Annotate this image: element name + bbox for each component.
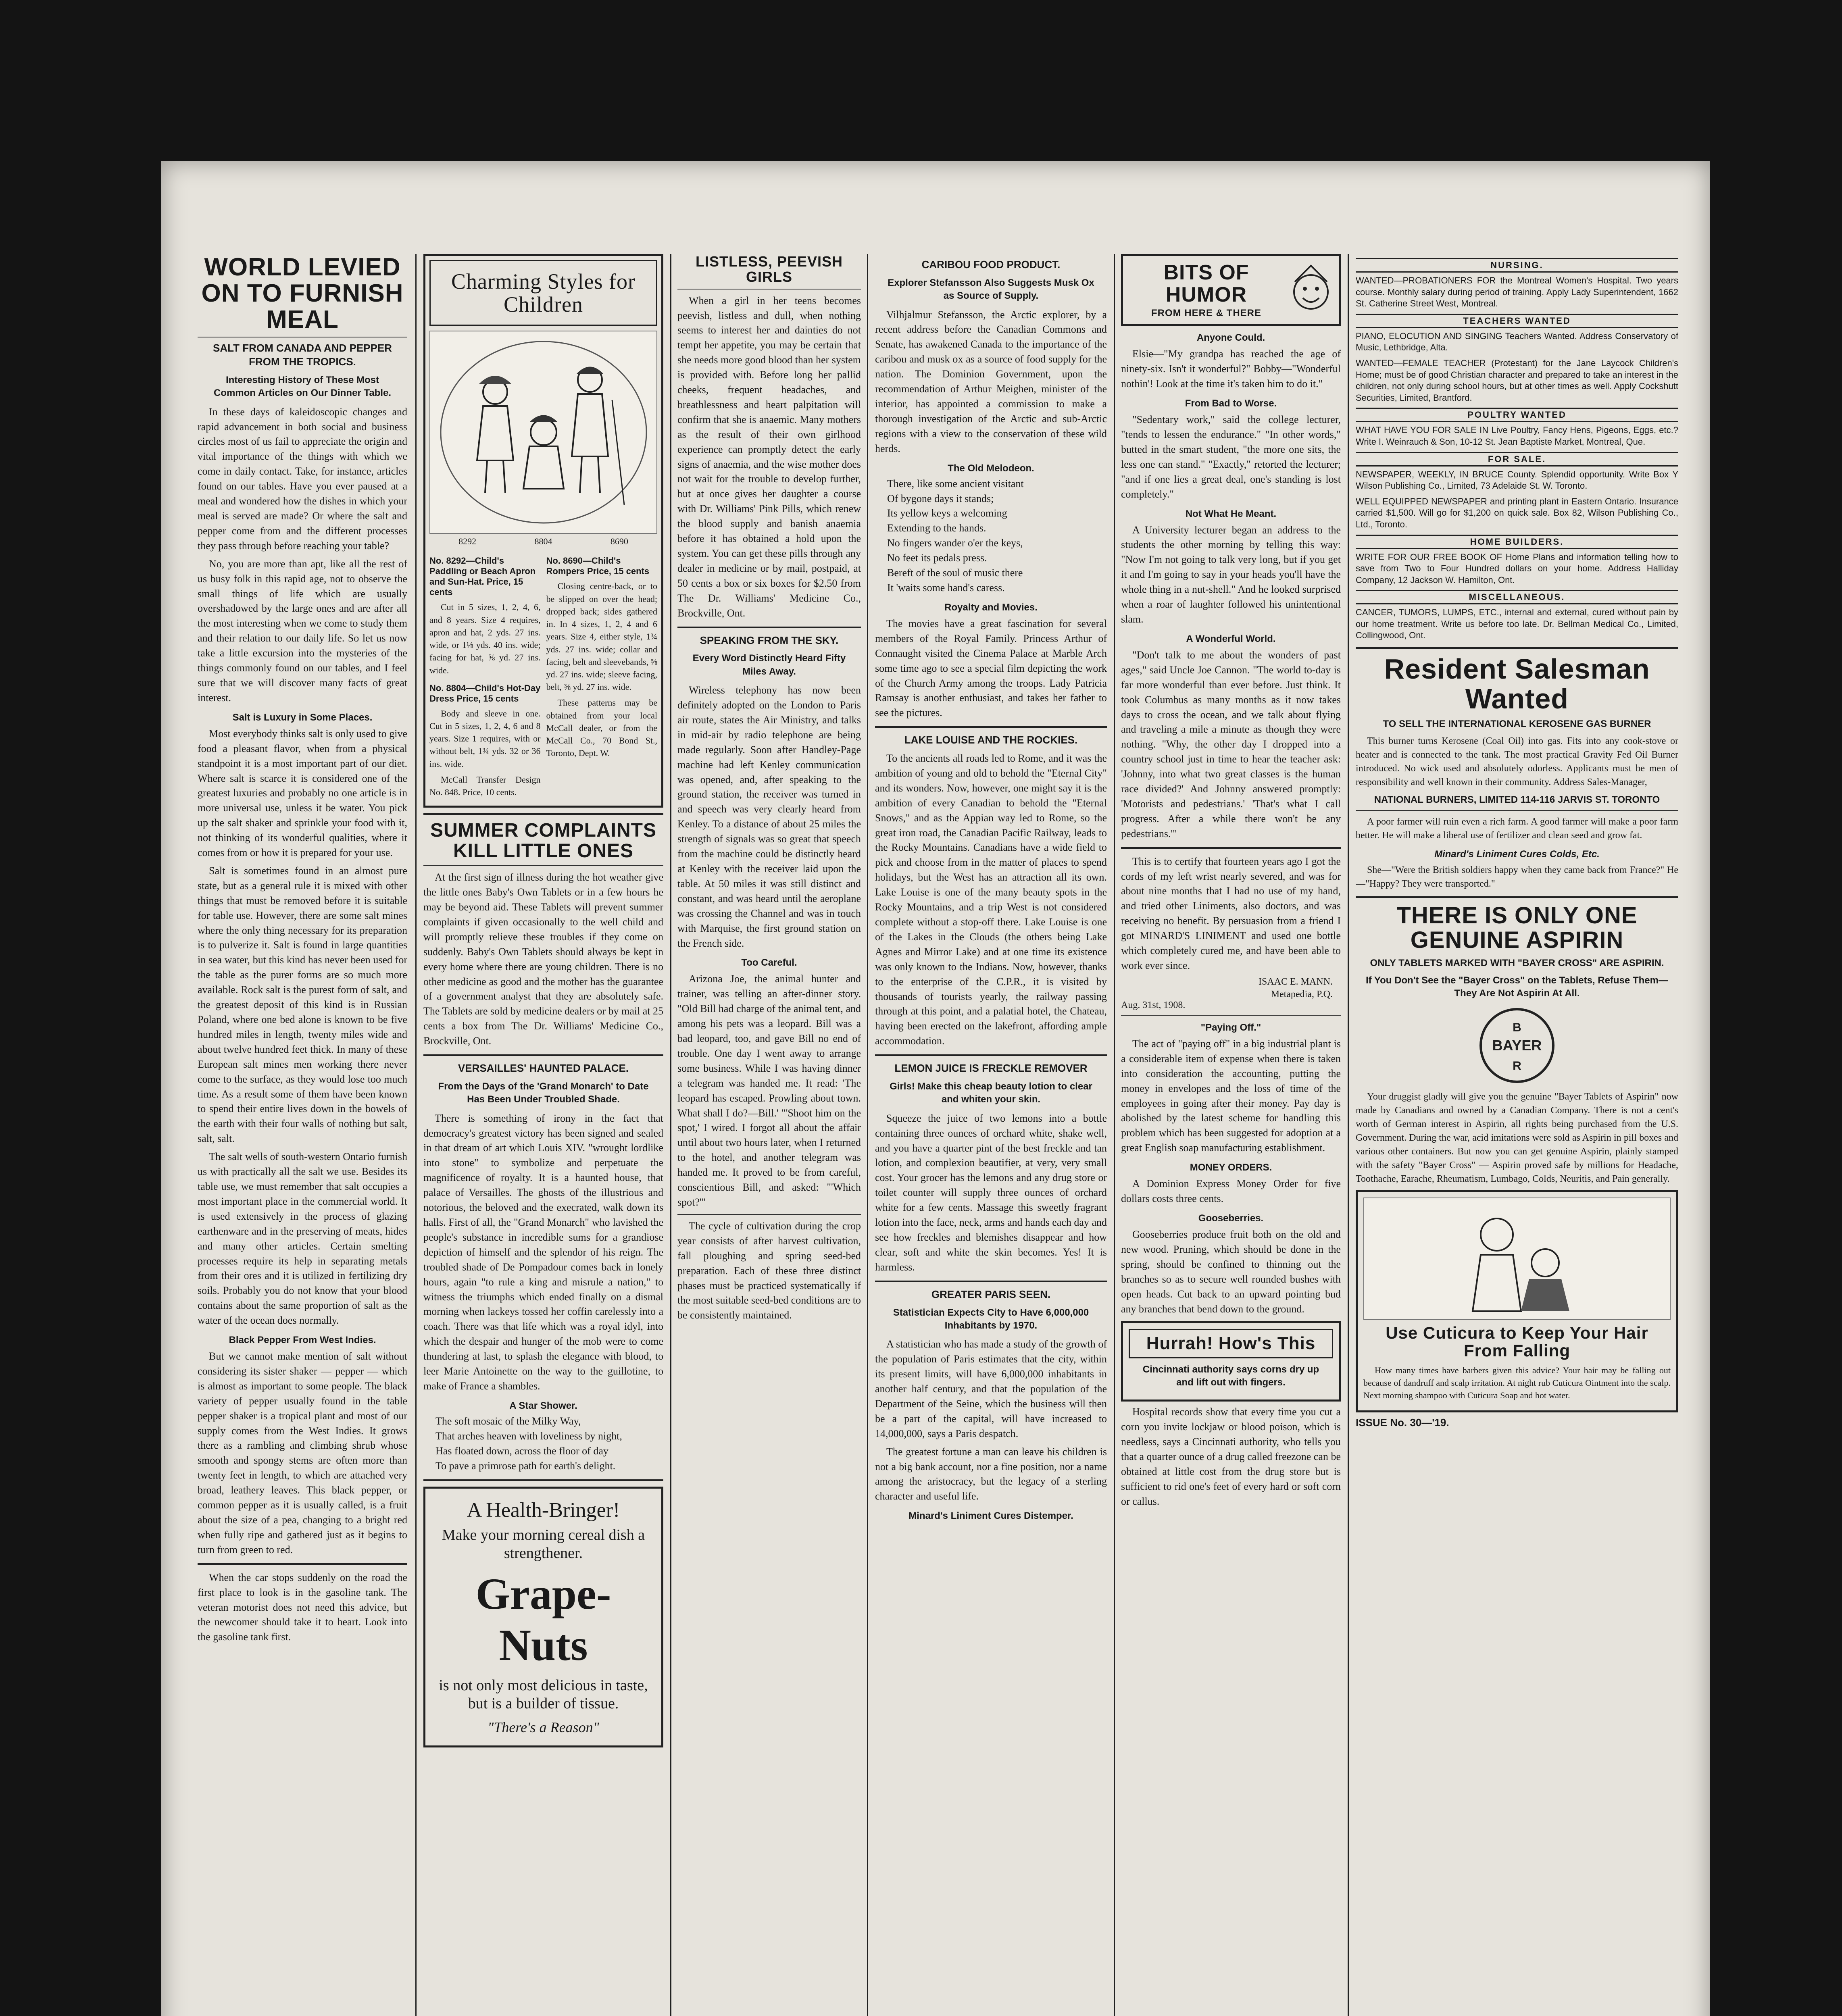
article-paragraph: At the first sign of illness during the hot weather give the little ones Baby's Own Tablets or in a few hours he may be beyond aid. These Tablets will prevent summer complaints if given occasionally to the well child and will promptly relieve these troubles if they come on suddenly. Baby's Own Tablets should always be kept in every home where there are young children. There is no other medicine as good and the mother has the guarantee of a government analyst that they are absolutely safe. The Tablets are sold by medicine dealers or by mail at 25 cents a box from The Dr. Williams' Medicine Co., Brockville, Ont. [423, 871, 663, 1047]
children-figures-illustration [435, 335, 652, 529]
section-subhead: Salt is Luxury in Some Places. [232, 712, 373, 723]
filler-text: A poor farmer will ruin even a rich farm. A good farmer will make a poor farm better. He will make a liberal use of fertilizer and clean seed and grow fat. [1356, 816, 1678, 841]
article-paragraph: To the ancients all roads led to Rome, and it was the ambition of young and old to behold the "Eternal City" and its wonders. Now, however, one might say it is the ambition of every Canadian to behold the "Eternal Snows," and as the Appian way led to Rome, so the great iron road, the Canadian Pacific Railway, leads to the Rocky Mountains. Canadians have a wide field to pick and choose from in the matter of places to spend holidays, but the West has an attraction all its own. Lake Louise is one of the many beauty spots in the Rocky Mountains, and a trip West is not considered complete without a stop-off there. Lake Louise is one of the Lakes in the Clouds (the others being Lake Agnes and Mirror Lake) and at one time its existence was only known to the Indians. Now, however, thanks to the enterprise of the C.P.R., it is visited by thousands of tourists yearly, the railway passing through at this point, and a palatial hotel, the Chateau, having been erected on the lakefront, affording ample accommodation. [875, 752, 1107, 1047]
article-headline: LEMON JUICE IS FRECKLE REMOVER [894, 1062, 1088, 1075]
pattern-text: Closing centre-back, or to be slipped on over the head; dropped back; sides gathered in. In 4 sizes, 1, 2, 4 and 6 years. Size 4, either style, 1¾ yds. 27 ins. wide; collar and facing, belt and sleevebands, ⅝ yd. 27 ins. wide; sleeve facing, belt, ⅜ yd. 27 ins. wide. [546, 581, 658, 692]
column-6 [1356, 254, 1678, 2016]
column-1 [198, 254, 407, 2016]
article-paragraph: Gooseberries produce fruit both on the old and new wood. Pruning, which should be done in the spring, should be confined to thinning out the branches so as to secure well rounded bushes with open heads. Cut back to an upward pointing bud any branches that bend down to the ground. [1121, 1228, 1341, 1315]
article-paragraph: Wireless telephony has now been definitely adopted on the London to Paris air route, states the Air Ministry, and talks in mid-air by radio telephone are being made regularly. Soon after Handley-Page machine had left Kenley communication was opened, and, after speaking to the ground station, the receiver was turned in and speech was very clearly heard from Kenley. To a distance of about 25 miles the strength of signals was so great that speech from the machine could be distinctly heard at Kenley with the receiver laid upon the table. At 50 miles it was still distinct and constant, and was heard until the aeroplane was crossing the Channel and was in touch with Marquise, the first ground station on the French side. [677, 684, 861, 949]
article-headline: LISTLESS, PEEVISH GIRLS [695, 254, 843, 285]
article-headline: GREATER PARIS SEEN. [931, 1288, 1051, 1300]
article-subhead: SALT FROM CANADA AND PEPPER FROM THE TROPICS. [213, 342, 392, 368]
figure-labels [429, 536, 657, 547]
column-rule [670, 254, 671, 2016]
article-paragraph: Hospital records show that every time you cut a corn you invite lockjaw or blood poison, which is needless, says a Cincinnati authority, who tells you that a quarter ounce of a drug called freezone can be obtained at little cost from the drug store but is sufficient to rid one's feet of every hard or soft corn or callus. [1121, 1406, 1341, 1507]
classified-heading: TEACHERS WANTED [1356, 314, 1678, 328]
classified-ad: WHAT HAVE YOU FOR SALE IN Live Poultry, Fancy Hens, Pigeons, Eggs, etc.? Write I. Weinrauch & Son, 10-12 St. Jean Baptiste Market, Montreal, Que. [1356, 425, 1678, 447]
joke-title: Anyone Could. [1196, 332, 1265, 344]
ad-headline: Use Cuticura to Keep Your Hair From Falling [1386, 1323, 1648, 1360]
ad-address: NATIONAL BURNERS, LIMITED 114-116 JARVIS ST. TORONTO [1374, 794, 1660, 805]
article-deck: Girls! Make this cheap beauty lotion to clear and whiten your skin. [890, 1081, 1092, 1105]
bayer-logo-letter: B [1513, 1020, 1521, 1034]
pattern-title: No. 8292—Child's Paddling or Beach Apron and Sun-Hat. Price, 15 cents [429, 556, 536, 598]
classified-ad: WRITE FOR OUR FREE BOOK OF Home Plans and information telling how to save from Two to Four Hundred dollars on your home. Address Halliday Company, 12 Jackson W. Hamilton, Ont. [1356, 552, 1678, 585]
bayer-logo-letter: R [1513, 1059, 1521, 1073]
column-4 [875, 254, 1107, 2016]
article-paragraph: When a girl in her teens becomes peevish, listless and dull, when nothing seems to interest her and dainties do not tempt her appetite, you may be certain that she needs more good blood than her system is provided with. Before long her pallid cheeks, frequent headaches, and breathlessness and heart palpitation will confirm that she is anaemic. Many mothers as the result of their own girlhood experience can promptly detect the early signs of anaemia, and the wise mother does not wait for the trouble to develop further, but at once gives her daughter a course with Dr. Williams' Pink Pills, which renew the blood supply and banish anaemia before it has obtained a hold upon the system. You can get these pills through any dealer in medicine or by mail, postpaid, at 50 cents a box or six boxes for $2.50 from The Dr. Williams' Medicine Co., Brockville, Ont. [677, 294, 861, 619]
article-paragraph: The salt wells of south-western Ontario furnish us with practically all the salt we use. Besides its table use, we must remember that salt occupies a most important place in the commercial world. It is used extensively in the process of glazing earthenware and in the preserving of meats, hides and many other articles. Certain smelting processes require its help in separating metals from their ores and it is utilized in fertilizing dry soils. Probably you do not know that your blood contains about the same proportion of salt as the water of the ocean does normally. [198, 1151, 407, 1327]
classified-ad: WELL EQUIPPED NEWSPAPER and printing plant in Eastern Ontario. Insurance carried $1,500. Will go for $1,200 on quick sale. Box 82, Wilson Publishing Co., Ltd., Toronto. [1356, 496, 1678, 529]
classified-ad: WANTED—FEMALE TEACHER (Protestant) for the Jane Laycock Children's Home; must be of good Christian character and prepared to take an interest in the children, not only during school hours, but at other times as well. Apply Cockshutt Securities, Limited, Brantford. [1356, 358, 1678, 403]
classified-ad: WANTED—PROBATIONERS FOR the Montreal Women's Hospital. Two years course. Monthly salary during period of training. Apply Lady Superintendent, 1662 St. Catherine Street West, Montreal. [1356, 275, 1678, 309]
column-2 [423, 254, 663, 2016]
article-paragraph: Arizona Joe, the animal hunter and trainer, was telling an after-dinner story. "Old Bill had charge of the animal tent, and among his pets was a leopard. Bill was a bad leopard, too, and gave Bill no end of trouble. One day I went away to arrange some business. While I was having dinner a telegram was handed me. It read: 'The leopard has escaped. Prowling about town. What shall I do?—Bill.' "'Shoot him on the spot,' I wired. I forgot all about the affair until about two hours later, when I returned to the hotel, and another telegram was handed me. It proved to be from careful, conscientious Bill, and asked: "'Which spot?'" [677, 973, 861, 1208]
article-paragraph: There is something of irony in the fact that democracy's greatest victory has been signed and sealed in that dream of art which Louis XIV. "wrought lordlike into stone" to symbolize and perpetuate the magnificence of royalty. It is a haunted house, that palace of Versailles. The ghosts of the illustrious and notorious, the beloved and the execrated, walk down its halls. First of all, the "Grand Monarch" who lavished the people's substance in incredible sums for a grandiose depiction of himself and the splendor of his reign. The troubled shade of De Pompadour comes back in lonely hours, again "to rule a king and misrule a nation," to witness the triumphs which ended finally on a dismal morning when lackeys tossed her coffin carelessly into a coach. There was that life which was a royal idyl, into which the despair and hunger of the mob were to come thundering at last, to splash the elegance with blood, to leer Marie Antoinette on the way to the guillotine, to make of France a shambles. [423, 1112, 663, 1392]
poem-verse: There, like some ancient visitant Of bygone days it stands; Its yellow keys a welcoming Extending to the hands. No fingers wander o'er the keys, No feet its pedals press. Bereft of the soul of music there It 'waits some hand's caress. [887, 477, 1024, 594]
testimonial-text: This is to certify that fourteen years ago I got the cords of my left wrist nearly severed, and was for about nine months that I had no use of my hand, and tried other Liniments, also doctors, and was receiving no benefit. By persuasion from a friend I got MINARD'S LINIMENT and used one bottle which completely cured me, and have been able to work ever since. [1121, 855, 1341, 971]
pattern-text: Cut in 5 sizes, 1, 2, 4, 6, and 8 years. Size 4 requires, apron and hat, 2 yds. 27 ins. wide, or 1⅛ yds. 40 ins. wide; facing for hat, ⅝ yd. 27 ins. wide. [429, 602, 541, 675]
article-paragraph: Most everybody thinks salt is only used to give food a pleasant flavor, when from a physical standpoint it is a most important part of our diet. Where salt is scarce it is considered one of the greatest luxuries and probably no one article is in more universal use, unless it be water. You pick up the salt shaker and sprinkle your food with it, not thinking of its wonderful qualities, where it comes from or how it is prepared for your use. [198, 727, 407, 859]
pattern-text: Body and sleeve in one. Cut in 5 sizes, 1, 2, 4, 6 and 8 years. Size 1 requires, with or without belt, 1¾ yds. 32 or 36 ins. wide. [429, 708, 541, 769]
article-headline: LAKE LOUISE AND THE ROCKIES. [904, 734, 1078, 746]
pattern-feature-box [423, 254, 663, 808]
classified-ad: CANCER, TUMORS, LUMPS, ETC., internal and external, cured without pain by our home treatment. Write us before too late. Dr. Bellman Medical Co., Limited, Collingwood, Ont. [1356, 607, 1678, 641]
article-paragraph: But we cannot make mention of salt without considering its sister shaker — pepper — which is almost as important to some people. The black variety of pepper usually found in the table pepper shaker is a tropical plant and most of our supply comes from the West Indies. It grows there as a rambling and climbing shrub whose smooth and spongy stems are often more than twenty feet in length, to which are attached very broad, leathery leaves. This black pepper, or common pepper as it is usually called, is a fruit about the size of a pea, changing to a bright red when fully ripe and gathered just as it begins to turn from green to red. [198, 1350, 407, 1556]
article-deck: Explorer Stefansson Also Suggests Musk Ox as Source of Supply. [888, 277, 1094, 302]
resident-salesman-headline: Resident Salesman Wanted [1384, 653, 1650, 714]
poem-verse: The soft mosaic of the Milky Way, That arches heaven with loveliness by night, Has floated down, across the floor of day To pave a primrose path for earth's delight. [435, 1415, 622, 1472]
pattern-text: These patterns may be obtained from your local McCall dealer, or from the McCall Co., 70 Bond St., Toronto, Dept. W. [546, 698, 657, 758]
article-paragraph: When the car stops suddenly on the road the first place to look is in the gasoline tank. The veteran motorist does not need this advice, but the newcomer should take it to heart. Look into the gasoline tank first. [198, 1571, 407, 1643]
article-paragraph: A statistician who has made a study of the growth of the population of Paris estimates that the city, within its present limits, will have 6,000,000 inhabitants in another half century, and that the population of the Department of the Seine, which the business will then be a part of the capital, will have increased to 14,000,000, says a Paris despatch. [875, 1338, 1107, 1439]
section-subhead: Gooseberries. [1198, 1212, 1264, 1224]
filler-notice: Minard's Liniment Cures Colds, Etc. [1434, 848, 1600, 860]
article-paragraph: The act of "paying off" in a big industrial plant is a considerable item of expense when there is taken into consideration the accounting, putting the money in envelopes and the loss of time of the employees in going after their money. Pay day is abolished by the latest scheme for handling this problem which has been suggested for adoption at a great English soap manufacturing establishment. [1121, 1037, 1341, 1154]
column-5 [1121, 254, 1341, 2016]
ad-headline: Hurrah! How's This [1129, 1329, 1333, 1358]
article-paragraph: A Dominion Express Money Order for five dollars costs three cents. [1121, 1178, 1341, 1205]
section-subhead: Black Pepper From West Indies. [229, 1335, 376, 1346]
column-rule [1348, 254, 1349, 2016]
barber-scene-icon [1440, 1202, 1594, 1315]
children-illustration [429, 331, 657, 534]
joke-title: A Wonderful World. [1186, 633, 1276, 644]
article-paragraph: Salt is sometimes found in an almost pure state, but as a general rule it is mixed with other things that must be removed before it is suitable for table use. However, there are some salt mines where the only thing necessary for its preparation is to pulverize it. Salt is found in large quantities in sea water, but this kind has never been used for the table as the purer forms are so much more available. Rock salt is the purest form of salt, and the greatest deposit of this kind is in Russian Poland, where one bed alone is known to be five hundred miles in length, twenty miles wide and about twelve hundred feet thick. In many of these European salt mines men working there never come to the surface, as they would lose too much time. As a result some of them have been known to spend their entire lives down in the bowels of the earth with their four walls of nothing but salt, salt, salt. [198, 864, 407, 1145]
article-headline: VERSAILLES' HAUNTED PALACE. [458, 1062, 629, 1075]
article-headline: SUMMER COMPLAINTS KILL LITTLE ONES [430, 820, 656, 862]
testimonial-place: Metapedia, P.Q. [1271, 989, 1333, 1000]
ad-body: This burner turns Kerosene (Coal Oil) into gas. Fits into any cook-stove or heater and is connected to the tank. The most practical Gravity Fed Oil Burner introduced. No wick used and absolutely odorless. Applicants must be men of responsibility and well known in their community. Address Sales-Manager, [1356, 736, 1678, 788]
section-subhead: "Paying Off." [1200, 1022, 1261, 1033]
ad-subhead: ONLY TABLETS MARKED WITH "BAYER CROSS" ARE ASPIRIN. [1370, 957, 1664, 968]
section-subhead: Too Careful. [741, 957, 797, 968]
section-subhead: MONEY ORDERS. [1190, 1162, 1272, 1173]
testimonial-signature: ISAAC E. MANN. [1258, 976, 1333, 987]
figure-label: 8804 [534, 536, 552, 547]
issue-number: ISSUE No. 30—'19. [1356, 1416, 1449, 1429]
column-3 [677, 254, 861, 2016]
humor-subtitle: FROM HERE & THERE [1151, 308, 1261, 319]
article-paragraph: In these days of kaleidoscopic changes and rapid advancement in both social and business circles most of us fail to appreciate the origin and vital importance of the things with which we come in daily contact. Take, for instance, articles found on our tables. Have you ever paused at a meal and wondered how the dishes in which your meal is served are made? Or where the salt and pepper come from and the different processes they pass through before reaching your table? [198, 406, 407, 552]
filler-joke: She—"Were the British soldiers happy when they came back from France?" He—"Happy? They were transported." [1356, 864, 1678, 889]
cuticura-advertisement [1356, 1190, 1678, 1412]
article-deck: From the Days of the 'Grand Monarch' to Date Has Been Under Troubled Shade. [438, 1081, 649, 1105]
joke-title: From Bad to Worse. [1185, 398, 1277, 409]
ad-subhead: TO SELL THE INTERNATIONAL KEROSENE GAS BURNER [1383, 719, 1651, 730]
feature-title: Charming Styles for Children [429, 260, 657, 326]
pattern-title: No. 8690—Child's Rompers Price, 15 cents [546, 556, 650, 577]
pattern-text: McCall Transfer Design No. 848. Price, 10 cents. [429, 774, 541, 798]
classified-heading: POULTRY WANTED [1356, 408, 1678, 422]
corn-remedy-advertisement [1121, 1321, 1341, 1402]
ad-body: How many times have barbers given this advice? Your hair may be falling out because of dandruff and scalp irritation. At night rub Cuticura Ointment into the scalp. Next morning shampoo with Cuticura Soap and hot water. [1363, 1365, 1671, 1401]
article-headline: WORLD LEVIED ON TO FURNISH MEAL [201, 254, 404, 334]
ad-headline: A Health-Bringer! [467, 1498, 620, 1522]
article-paragraph: No, you are more than apt, like all the rest of us busy folk in this rapid age, not to observe the small things of life which are usually overshadowed by the large ones and are after all the most interesting when we come to study them and their relation to our daily life. So let us now take a little excursion into the mysteries of the things commonly found on our tables, and I feel sure that we will discover many facts of great interest. [198, 558, 407, 704]
ad-deck: Cincinnati authority says corns dry up and lift out with fingers. [1142, 1364, 1319, 1388]
ad-warning: If You Don't See the "Bayer Cross" on the Tablets, Refuse Them—They Are Not Aspirin At All. [1366, 975, 1668, 999]
article-deck: Statistician Expects City to Have 6,000,000 Inhabitants by 1970. [893, 1307, 1089, 1331]
column-rule [1114, 254, 1115, 2016]
bayer-cross-logo [1477, 1005, 1557, 1086]
ad-tagline: "There's a Reason" [488, 1719, 599, 1735]
article-paragraph: The movies have a great fascination for several members of the Royal Family. Princess Arthur of Connaught visited the Cinema Palace at Marble Arch some time ago to see a special film depicting the work of the Church Army among the troops. Lady Patricia Ramsay is another enthusiast, and takes her father to see the pictures. [875, 617, 1107, 719]
article-paragraph: The greatest fortune a man can leave his children is not a big bank account, nor a fine position, nor a name among the aristocracy, but the legacy of a sterling character and useful life. [875, 1445, 1107, 1502]
article-paragraph: Vilhjalmur Stefansson, the Arctic explorer, by a recent address before the Canadian Commons and Senate, has awakened Canada to the importance of the caribou and musk ox as a source of food supply for the nation. The Dominion Government, upon the recommendation of Arthur Meighen, minister of the interior, has appointed a commission to make a thorough investigation of the Arctic and sub-Arctic regions with a view to the conservation of these wild herds. [875, 308, 1107, 454]
poem-title: The Old Melodeon. [948, 462, 1034, 474]
joke-title: Not What He Meant. [1185, 508, 1277, 519]
classified-heading: HOME BUILDERS. [1356, 535, 1678, 549]
ad-brand: Grape-Nuts [475, 1569, 611, 1670]
classified-heading: NURSING. [1356, 258, 1678, 273]
humor-title: BITS OF HUMOR [1163, 261, 1249, 306]
footer-notice: Minard's Liniment Cures Distemper. [908, 1510, 1073, 1522]
aspirin-headline: THERE IS ONLY ONE GENUINE ASPIRIN [1396, 902, 1638, 953]
ad-body: Your druggist gladly will give you the genuine "Bayer Tablets of Aspirin" now made by Canadians and owned by a Canadian Company. There is not a cent's worth of German interest in Aspirin, all rights being purchased from the U.S. Government. During the war, acid imitations were sold as Aspirin in pill boxes and various other containers. But now you can get genuine Aspirin, plainly stamped with the safety "Bayer Cross" — Aspirin proved safe by millions for Headache, Toothache, Earache, Rheumatism, Lumbago, Colds, Neuritis, and Pain generally. [1356, 1091, 1678, 1185]
figure-label: 8292 [458, 536, 477, 547]
newspaper-page [161, 161, 1710, 2016]
joke-text: "Sedentary work," said the college lecturer, "tends to lessen the endurance." "In other words," butted in the smart student, "the more one sits, the less one can stand." "Exactly," retorted the lecturer; "and if one lies a great deal, one's standing is lost completely." [1121, 414, 1341, 500]
article-deck: Interesting History of These Most Common Articles on Our Dinner Table. [213, 374, 392, 399]
column-rule [415, 254, 417, 2016]
poem-title: A Star Shower. [509, 1400, 577, 1411]
joke-text: A University lecturer began an address to the students the other morning by telling this way: "Now I'm not going to talk very long, but if you get it and I'm going to say in your heads you'll have the whole thing in a nut-shell." And he looked surprised when a roar of laughter followed his unintentional slam. [1121, 524, 1341, 625]
testimonial-date: Aug. 31st, 1908. [1121, 1000, 1186, 1010]
barber-illustration [1363, 1198, 1671, 1320]
figure-label: 8690 [610, 536, 628, 547]
section-subhead: Royalty and Movies. [944, 602, 1038, 613]
jester-face-icon [1289, 264, 1333, 316]
grape-nuts-advertisement [423, 1487, 663, 1747]
classified-heading: MISCELLANEOUS. [1356, 590, 1678, 604]
classified-ad: PIANO, ELOCUTION AND SINGING Teachers Wanted. Address Conservatory of Music, Lethbridge, Alta. [1356, 331, 1678, 353]
ad-text: is not only most delicious in taste, but is a builder of tissue. [439, 1677, 648, 1712]
article-paragraph: The cycle of cultivation during the crop year consists of after harvest cultivation, fall ploughing and spring seed-bed preparation. Each of these three distinct phases must be practiced systematically if the most suitable seed-bed conditions are to be consistently maintained. [677, 1220, 861, 1321]
article-paragraph: Squeeze the juice of two lemons into a bottle containing three ounces of orchard white, shake well, and you have a quarter pint of the best freckle and tan lotion, and complexion beautifier, at very, very small cost. Your grocer has the lemons and any drug store or toilet counter will supply three ounces of orchard white for a few cents. Massage this sweetly fragrant lotion into the face, neck, arms and hands each day and see how freckles and blemishes disappear and how clear, soft and white the skin becomes. Yes! It is harmless. [875, 1112, 1107, 1273]
column-rule [867, 254, 868, 2016]
joke-text: "Don't talk to me about the wonders of past ages," said Uncle Joe Cannon. "The world to-day is far more wonderful than ever before. Just think. It took Columbus as many months as it now takes days to cross the ocean, and we talk about flying and traveling a mile a minute as though they were nothing. "Why, the other day I dropped into a country school just in time to hear the teacher ask: 'Johnny, into what two great classes is the human race divided?' And Johnny answered promptly: 'Motorists and pedestrians.' 'That's what I call progress. After a while there won't be any pedestrians.'" [1121, 649, 1341, 839]
article-headline: CARIBOU FOOD PRODUCT. [921, 258, 1061, 271]
bayer-logo-text: BAYER [1492, 1037, 1542, 1054]
article-deck: Every Word Distinctly Heard Fifty Miles Away. [692, 653, 846, 677]
pattern-title: No. 8804—Child's Hot-Day Dress Price, 15 cents [429, 683, 541, 704]
humor-header-box [1121, 254, 1341, 326]
classified-ad: NEWSPAPER, WEEKLY, IN BRUCE County. Splendid opportunity. Write Box Y Wilson Publishing Co., Limited, 73 Adelaide St. W. Toronto. [1356, 469, 1678, 491]
ad-text: Make your morning cereal dish a strengthener. [442, 1526, 645, 1562]
classified-heading: FOR SALE. [1356, 452, 1678, 467]
article-headline: SPEAKING FROM THE SKY. [700, 634, 839, 646]
joke-text: Elsie—"My grandpa has reached the age of ninety-six. Isn't it wonderful?" Bobby—"Wonderful nothin'! Look at the time it's taken him to do it." [1121, 348, 1341, 390]
